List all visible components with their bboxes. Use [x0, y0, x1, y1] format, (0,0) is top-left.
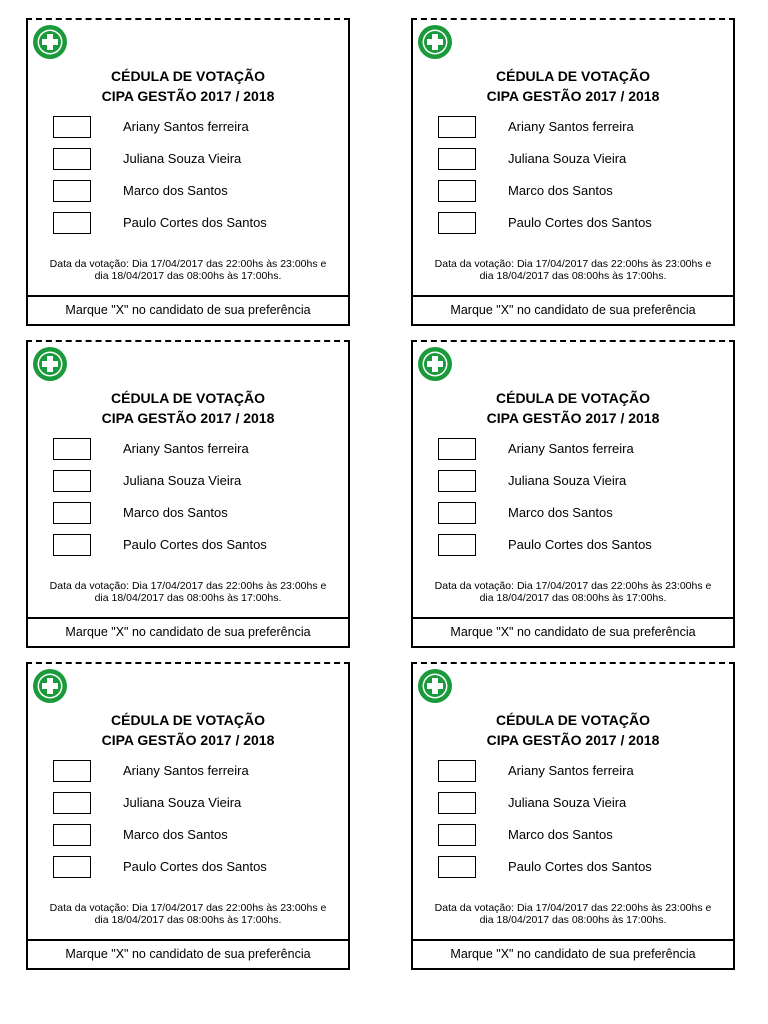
candidate-row	[53, 824, 340, 849]
vote-checkbox[interactable]	[438, 502, 476, 524]
vote-date-line2: dia 18/04/2017 das 08:00hs às 17:00hs.	[94, 592, 282, 604]
candidate-name: Marco dos Santos	[123, 183, 228, 198]
vote-checkbox[interactable]	[438, 856, 476, 878]
vote-date-line1: Data da votação: Dia 17/04/2017 das 22:00hs às 23:00hs e	[49, 902, 327, 914]
candidate-row	[438, 824, 725, 849]
vote-checkbox[interactable]	[53, 212, 91, 234]
candidate-name: Juliana Souza Vieira	[123, 473, 242, 488]
candidate-name: Paulo Cortes dos Santos	[123, 537, 267, 552]
candidate-list	[438, 438, 725, 566]
candidate-row	[438, 470, 725, 495]
candidate-name: Ariany Santos ferreira	[508, 119, 634, 134]
candidate-row	[53, 470, 340, 495]
ballot-title	[28, 388, 348, 428]
candidate-row	[53, 760, 340, 785]
candidate-list	[438, 116, 725, 244]
vote-date-line1: Data da votação: Dia 17/04/2017 das 22:00hs às 23:00hs e	[49, 258, 327, 270]
vote-checkbox[interactable]	[53, 824, 91, 846]
vote-date	[30, 580, 346, 604]
ballot-title	[413, 66, 733, 106]
vote-checkbox[interactable]	[438, 148, 476, 170]
ballot-title-line1: CÉDULA DE VOTAÇÃO	[111, 712, 265, 728]
vote-checkbox[interactable]	[53, 180, 91, 202]
candidate-row	[438, 180, 725, 205]
candidate-name: Marco dos Santos	[508, 827, 613, 842]
candidate-row	[438, 792, 725, 817]
vote-checkbox[interactable]	[438, 438, 476, 460]
vote-checkbox[interactable]	[438, 792, 476, 814]
vote-date-line2: dia 18/04/2017 das 08:00hs às 17:00hs.	[479, 270, 667, 282]
candidate-name: Marco dos Santos	[508, 183, 613, 198]
candidate-row	[53, 856, 340, 881]
ballot-title-line1: CÉDULA DE VOTAÇÃO	[496, 712, 650, 728]
candidate-name: Marco dos Santos	[508, 505, 613, 520]
candidate-row	[438, 760, 725, 785]
cipa-logo-icon	[417, 346, 453, 382]
vote-checkbox[interactable]	[53, 470, 91, 492]
cipa-logo-icon	[32, 24, 68, 60]
candidate-name: Marco dos Santos	[123, 827, 228, 842]
ballot-title-line2: CIPA GESTÃO 2017 / 2018	[486, 732, 660, 748]
vote-checkbox[interactable]	[53, 792, 91, 814]
instruction-text: Marque "X" no candidato de sua preferência	[413, 939, 733, 968]
ballot-title	[28, 66, 348, 106]
vote-checkbox[interactable]	[438, 760, 476, 782]
vote-date	[30, 902, 346, 926]
vote-checkbox[interactable]	[53, 438, 91, 460]
candidate-name: Paulo Cortes dos Santos	[508, 537, 652, 552]
vote-date-line1: Data da votação: Dia 17/04/2017 das 22:00hs às 23:00hs e	[49, 580, 327, 592]
cipa-logo-icon	[32, 668, 68, 704]
ballot-title-line1: CÉDULA DE VOTAÇÃO	[496, 68, 650, 84]
vote-checkbox[interactable]	[438, 534, 476, 556]
vote-checkbox[interactable]	[53, 502, 91, 524]
vote-date-line2: dia 18/04/2017 das 08:00hs às 17:00hs.	[479, 592, 667, 604]
ballot-card	[26, 662, 350, 970]
vote-checkbox[interactable]	[53, 760, 91, 782]
vote-date-line2: dia 18/04/2017 das 08:00hs às 17:00hs.	[94, 270, 282, 282]
candidate-name: Paulo Cortes dos Santos	[123, 859, 267, 874]
vote-checkbox[interactable]	[438, 116, 476, 138]
candidate-name: Ariany Santos ferreira	[123, 119, 249, 134]
candidate-name: Ariany Santos ferreira	[123, 763, 249, 778]
vote-date	[30, 258, 346, 282]
vote-checkbox[interactable]	[438, 470, 476, 492]
candidate-row	[53, 212, 340, 237]
vote-checkbox[interactable]	[53, 116, 91, 138]
ballot-title-line2: CIPA GESTÃO 2017 / 2018	[486, 88, 660, 104]
candidate-list	[53, 438, 340, 566]
ballot-title-line2: CIPA GESTÃO 2017 / 2018	[101, 410, 275, 426]
cipa-logo-icon	[417, 668, 453, 704]
instruction-text: Marque "X" no candidato de sua preferência	[28, 939, 348, 968]
candidate-row	[438, 502, 725, 527]
candidate-row	[53, 180, 340, 205]
candidate-row	[53, 792, 340, 817]
instruction-text: Marque "X" no candidato de sua preferência	[413, 617, 733, 646]
candidate-row	[438, 116, 725, 141]
candidate-row	[53, 502, 340, 527]
ballot-card	[26, 18, 350, 326]
instruction-text: Marque "X" no candidato de sua preferência	[413, 295, 733, 324]
ballot-title	[28, 710, 348, 750]
candidate-list	[53, 116, 340, 244]
candidate-name: Paulo Cortes dos Santos	[123, 215, 267, 230]
vote-date-line2: dia 18/04/2017 das 08:00hs às 17:00hs.	[94, 914, 282, 926]
candidate-name: Ariany Santos ferreira	[123, 441, 249, 456]
vote-date	[415, 902, 731, 926]
candidate-row	[438, 856, 725, 881]
ballot-title	[413, 388, 733, 428]
candidate-row	[438, 438, 725, 463]
ballot-card	[411, 340, 735, 648]
vote-checkbox[interactable]	[438, 824, 476, 846]
ballot-title-line2: CIPA GESTÃO 2017 / 2018	[101, 732, 275, 748]
vote-date-line1: Data da votação: Dia 17/04/2017 das 22:00hs às 23:00hs e	[434, 258, 712, 270]
vote-checkbox[interactable]	[53, 148, 91, 170]
ballot-title-line2: CIPA GESTÃO 2017 / 2018	[101, 88, 275, 104]
candidate-row	[438, 212, 725, 237]
vote-checkbox[interactable]	[438, 212, 476, 234]
candidate-name: Paulo Cortes dos Santos	[508, 859, 652, 874]
candidate-row	[438, 148, 725, 173]
cipa-logo-icon	[32, 346, 68, 382]
candidate-name: Juliana Souza Vieira	[508, 795, 627, 810]
ballot-title	[413, 710, 733, 750]
candidate-row	[438, 534, 725, 559]
ballot-title-line1: CÉDULA DE VOTAÇÃO	[111, 390, 265, 406]
candidate-list	[53, 760, 340, 888]
candidate-name: Ariany Santos ferreira	[508, 441, 634, 456]
vote-checkbox[interactable]	[53, 856, 91, 878]
candidate-list	[438, 760, 725, 888]
ballot-title-line2: CIPA GESTÃO 2017 / 2018	[486, 410, 660, 426]
candidate-row	[53, 534, 340, 559]
vote-date-line2: dia 18/04/2017 das 08:00hs às 17:00hs.	[479, 914, 667, 926]
candidate-name: Juliana Souza Vieira	[123, 151, 242, 166]
vote-date	[415, 580, 731, 604]
vote-date	[415, 258, 731, 282]
ballot-card	[411, 662, 735, 970]
candidate-name: Juliana Souza Vieira	[508, 473, 627, 488]
candidate-name: Juliana Souza Vieira	[508, 151, 627, 166]
ballot-card	[26, 340, 350, 648]
candidate-name: Marco dos Santos	[123, 505, 228, 520]
vote-checkbox[interactable]	[438, 180, 476, 202]
ballot-title-line1: CÉDULA DE VOTAÇÃO	[111, 68, 265, 84]
candidate-row	[53, 438, 340, 463]
candidate-name: Paulo Cortes dos Santos	[508, 215, 652, 230]
cipa-logo-icon	[417, 24, 453, 60]
vote-date-line1: Data da votação: Dia 17/04/2017 das 22:00hs às 23:00hs e	[434, 580, 712, 592]
vote-date-line1: Data da votação: Dia 17/04/2017 das 22:00hs às 23:00hs e	[434, 902, 712, 914]
candidate-name: Ariany Santos ferreira	[508, 763, 634, 778]
vote-checkbox[interactable]	[53, 534, 91, 556]
candidate-name: Juliana Souza Vieira	[123, 795, 242, 810]
candidate-row	[53, 116, 340, 141]
candidate-row	[53, 148, 340, 173]
ballot-title-line1: CÉDULA DE VOTAÇÃO	[496, 390, 650, 406]
ballot-card	[411, 18, 735, 326]
instruction-text: Marque "X" no candidato de sua preferência	[28, 617, 348, 646]
instruction-text: Marque "X" no candidato de sua preferência	[28, 295, 348, 324]
